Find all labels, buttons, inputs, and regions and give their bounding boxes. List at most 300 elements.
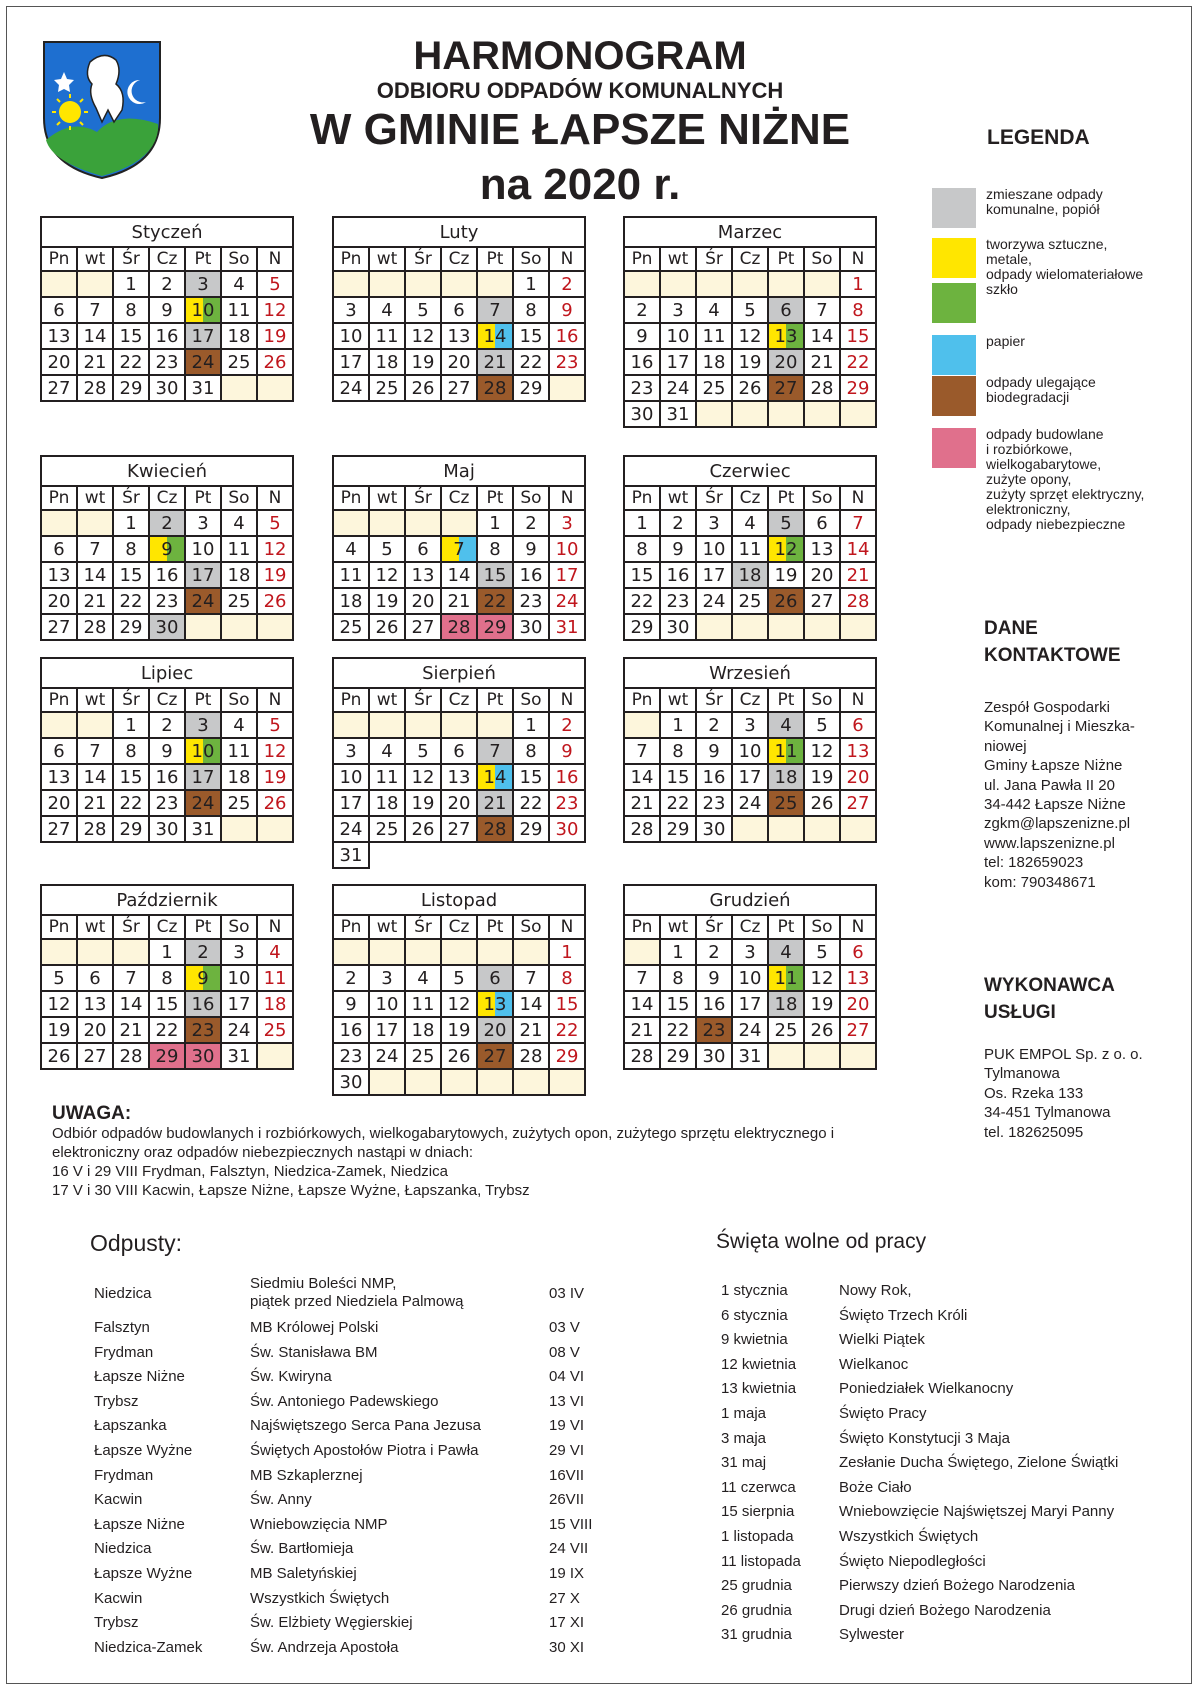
day-cell: 13: [77, 991, 113, 1017]
day-cell: 1: [624, 510, 660, 536]
day-cell: 30: [660, 614, 696, 640]
day-cell: 19: [804, 991, 840, 1017]
holiday-name: Zesłanie Ducha Świętego, Zielone Świątki: [839, 1454, 1119, 1472]
collection-day-cell: 28: [477, 816, 513, 842]
weekday-label: N: [257, 247, 293, 271]
month-name: Styczeń: [41, 217, 293, 247]
holiday-date: 1 stycznia: [721, 1282, 788, 1299]
collection-day-cell: 26: [768, 588, 804, 614]
day-cell: 20: [405, 588, 441, 614]
day-cell: 10: [333, 764, 369, 790]
day-cell: 20: [441, 349, 477, 375]
week-row: [333, 712, 585, 738]
collection-day-cell: 3: [185, 271, 221, 297]
empty-day-cell: [696, 614, 732, 640]
day-cell: 22: [149, 1017, 185, 1043]
day-cell: 8: [477, 536, 513, 562]
week-row: [333, 510, 585, 536]
empty-day-cell: [513, 939, 549, 965]
holiday-name: Święto Niepodległości: [839, 1552, 986, 1570]
day-cell: 23: [149, 349, 185, 375]
month-name: Luty: [333, 217, 585, 247]
odpust-place: Frydman: [94, 1343, 154, 1361]
weekday-label: Śr: [405, 486, 441, 510]
month-calendar: [623, 216, 877, 428]
weekday-label: wt: [77, 915, 113, 939]
day-cell: 12: [804, 965, 840, 991]
weekday-label: Cz: [149, 247, 185, 271]
empty-day-cell: [333, 271, 369, 297]
odpust-date: 08 V: [549, 1343, 580, 1361]
day-cell: 16: [513, 562, 549, 588]
weekday-label: Pt: [477, 915, 513, 939]
day-cell: 26: [257, 790, 293, 816]
odpust-saint: Św. Stanisława BM: [250, 1343, 378, 1361]
weekday-header-row: [41, 486, 293, 510]
collection-day-cell: 15: [477, 562, 513, 588]
empty-day-cell: [513, 1069, 549, 1095]
collection-day-cell: 7: [477, 738, 513, 764]
day-cell: 14: [77, 323, 113, 349]
weekday-label: N: [549, 486, 585, 510]
weekday-label: Pn: [333, 688, 369, 712]
weekday-label: Cz: [149, 486, 185, 510]
day-cell: 17: [221, 991, 257, 1017]
day-cell: 30: [149, 375, 185, 401]
odpust-saint: Wniebowzięcia NMP: [250, 1515, 388, 1533]
week-row: [333, 965, 585, 991]
collection-day-cell: 6: [477, 965, 513, 991]
weekday-label: wt: [660, 247, 696, 271]
day-cell: 14: [840, 536, 876, 562]
day-cell: 5: [257, 510, 293, 536]
weekday-label: Cz: [441, 915, 477, 939]
day-cell: 20: [441, 790, 477, 816]
day-cell: 29: [113, 614, 149, 640]
day-cell: 9: [149, 297, 185, 323]
day-cell: 15: [113, 764, 149, 790]
day-cell: 25: [405, 1043, 441, 1069]
day-cell: 28: [77, 816, 113, 842]
day-cell: 22: [660, 1017, 696, 1043]
day-cell: 20: [41, 588, 77, 614]
empty-day-cell: [41, 271, 77, 297]
day-cell: 13: [441, 323, 477, 349]
day-cell: 19: [441, 1017, 477, 1043]
day-cell: 12: [257, 738, 293, 764]
weekday-label: N: [840, 915, 876, 939]
odpust-place: Łapsze Niżne: [94, 1515, 185, 1533]
empty-day-cell: [732, 816, 768, 842]
day-cell: 28: [804, 375, 840, 401]
day-cell: 6: [41, 536, 77, 562]
week-row: [333, 1069, 585, 1095]
collection-day-cell: 24: [185, 790, 221, 816]
odpust-date: 26VII: [549, 1491, 585, 1509]
collection-day-cell: 27: [768, 375, 804, 401]
collection-day-cell: 20: [477, 1017, 513, 1043]
collection-day-cell: 2: [149, 510, 185, 536]
day-cell: 26: [441, 1043, 477, 1069]
weekday-header-row: [333, 247, 585, 271]
odpust-date: 27 X: [549, 1589, 580, 1607]
week-row: [624, 271, 876, 297]
weekday-label: Śr: [113, 688, 149, 712]
day-cell: 5: [257, 271, 293, 297]
month-name: Wrzesień: [624, 658, 876, 688]
empty-day-cell: [477, 1069, 513, 1095]
day-cell: 3: [732, 712, 768, 738]
week-row: [333, 842, 585, 868]
day-cell: 22: [513, 790, 549, 816]
week-row: [333, 349, 585, 375]
day-cell: 9: [624, 323, 660, 349]
legend-swatch: [932, 335, 976, 375]
week-row: [624, 588, 876, 614]
weekday-label: Pn: [333, 247, 369, 271]
collection-day-cell: 10: [185, 297, 221, 323]
holiday-name: Święto Konstytucji 3 Maja: [839, 1429, 1010, 1447]
week-row: [624, 816, 876, 842]
day-cell: 9: [549, 738, 585, 764]
weekday-label: Cz: [441, 688, 477, 712]
week-row: [624, 349, 876, 375]
empty-day-cell: [333, 510, 369, 536]
week-row: [333, 764, 585, 790]
empty-day-cell: [77, 271, 113, 297]
weekday-label: Śr: [405, 688, 441, 712]
empty-day-cell: [804, 271, 840, 297]
day-cell: 29: [549, 1043, 585, 1069]
day-cell: 10: [660, 323, 696, 349]
week-row: [41, 349, 293, 375]
day-cell: 2: [549, 712, 585, 738]
collection-day-cell: 14: [477, 323, 513, 349]
day-cell: 15: [549, 991, 585, 1017]
month-calendar: [40, 455, 294, 641]
day-cell: 10: [732, 965, 768, 991]
week-row: [333, 375, 585, 401]
week-row: [333, 614, 585, 640]
day-cell: 5: [257, 712, 293, 738]
day-cell: 1: [549, 939, 585, 965]
week-row: [41, 764, 293, 790]
week-row: [333, 323, 585, 349]
day-cell: 9: [660, 536, 696, 562]
odpust-date: 19 VI: [549, 1417, 585, 1435]
week-row: [624, 738, 876, 764]
day-cell: 22: [113, 790, 149, 816]
empty-day-cell: [257, 816, 293, 842]
empty-day-cell: [369, 271, 405, 297]
odpust-saint: MB Szkaplerznej: [250, 1466, 363, 1484]
day-cell: 9: [333, 991, 369, 1017]
weekday-label: Pn: [333, 486, 369, 510]
day-cell: 20: [840, 991, 876, 1017]
empty-day-cell: [77, 712, 113, 738]
day-cell: 1: [113, 712, 149, 738]
weekday-label: wt: [660, 688, 696, 712]
day-cell: 26: [369, 614, 405, 640]
collection-day-cell: 13: [477, 991, 513, 1017]
day-cell: 13: [804, 536, 840, 562]
empty-day-cell: [221, 375, 257, 401]
notice-text: Odbiór odpadów budowlanych i rozbiórkowych, wielkogabarytowych, zużytych opon, zużytego sprzętu elektrycznego i elektroniczny oraz odpadów niebezpiecznych nastąpi w dniach: 16 V i 29 VIII Frydman, Falsztyn, Niedzica-Zamek, Niedzica 17 V i 30 VIII Kacwin, Łapsze Niżne, Łapsze Wyżne, Łapszanka, Trybsz: [52, 1125, 835, 1199]
empty-day-cell: [221, 614, 257, 640]
empty-day-cell: [549, 375, 585, 401]
month-calendar: [623, 455, 877, 641]
day-cell: 23: [660, 588, 696, 614]
day-cell: 22: [624, 588, 660, 614]
day-cell: 11: [732, 536, 768, 562]
week-row: [41, 939, 293, 965]
month-name: Marzec: [624, 217, 876, 247]
odpusty-title: Odpusty:: [90, 1230, 183, 1256]
collection-day-cell: 17: [185, 323, 221, 349]
day-cell: 27: [804, 588, 840, 614]
day-cell: 30: [696, 816, 732, 842]
week-row: [41, 588, 293, 614]
day-cell: 17: [732, 991, 768, 1017]
empty-day-cell: [41, 712, 77, 738]
collection-day-cell: 11: [768, 738, 804, 764]
week-row: [624, 1043, 876, 1069]
day-cell: 11: [369, 323, 405, 349]
weekday-label: Śr: [696, 915, 732, 939]
week-row: [333, 588, 585, 614]
weekday-label: Pn: [41, 247, 77, 271]
weekday-label: Pn: [624, 247, 660, 271]
day-cell: 27: [441, 375, 477, 401]
day-cell: 31: [660, 401, 696, 427]
weekday-header-row: [41, 247, 293, 271]
day-cell: 5: [405, 297, 441, 323]
week-row: [333, 297, 585, 323]
day-cell: 10: [333, 323, 369, 349]
day-cell: 30: [696, 1043, 732, 1069]
week-row: [333, 738, 585, 764]
weekday-label: Pt: [768, 247, 804, 271]
weekday-label: So: [221, 688, 257, 712]
empty-day-cell: [441, 271, 477, 297]
day-cell: 30: [624, 401, 660, 427]
holiday-name: Poniedziałek Wielkanocny: [839, 1380, 1014, 1398]
empty-day-cell: [369, 939, 405, 965]
day-cell: 4: [696, 297, 732, 323]
week-row: [624, 939, 876, 965]
day-cell: 23: [624, 375, 660, 401]
day-cell: 25: [732, 588, 768, 614]
weekday-label: N: [840, 486, 876, 510]
day-cell: 10: [549, 536, 585, 562]
holiday-date: 11 listopada: [721, 1552, 801, 1570]
day-cell: 1: [477, 510, 513, 536]
day-cell: 23: [149, 588, 185, 614]
day-cell: 28: [513, 1043, 549, 1069]
odpust-saint: Św. Andrzeja Apostoła: [250, 1638, 399, 1656]
odpust-saint: Św. Anny: [250, 1491, 312, 1509]
collection-day-cell: 11: [768, 965, 804, 991]
day-cell: 21: [624, 1017, 660, 1043]
day-cell: 31: [732, 1043, 768, 1069]
day-cell: 24: [660, 375, 696, 401]
day-cell: 14: [77, 562, 113, 588]
day-cell: 28: [840, 588, 876, 614]
empty-day-cell: [441, 712, 477, 738]
day-cell: 8: [624, 536, 660, 562]
day-cell: 5: [441, 965, 477, 991]
day-cell: 27: [41, 816, 77, 842]
month-calendar: [40, 657, 294, 843]
weekday-label: wt: [369, 247, 405, 271]
weekday-label: Pn: [624, 486, 660, 510]
day-cell: 23: [696, 790, 732, 816]
day-cell: 1: [660, 712, 696, 738]
empty-day-cell: [405, 712, 441, 738]
holiday-name: Nowy Rok,: [839, 1282, 912, 1299]
legend-swatch: [932, 428, 976, 468]
weekday-header-row: [333, 486, 585, 510]
empty-day-cell: [624, 271, 660, 297]
holiday-name: Wielki Piątek: [839, 1331, 925, 1349]
holiday-name: Boże Ciało: [839, 1478, 912, 1496]
week-row: [624, 614, 876, 640]
day-cell: 5: [732, 297, 768, 323]
day-cell: 8: [149, 965, 185, 991]
day-cell: 20: [77, 1017, 113, 1043]
section-text: Zespół Gospodarki Komunalnej i Mieszka- niowej Gminy Łapsze Niżne ul. Jana Pawła II 20 34-442 Łapsze Niżne zgkm@lapszenizne.pl www.lapszenizne.pl tel: 182659023 kom: 790348671: [984, 699, 1135, 891]
empty-day-cell: [624, 712, 660, 738]
weekday-label: Pt: [185, 247, 221, 271]
day-cell: 3: [333, 297, 369, 323]
collection-day-cell: 28: [441, 614, 477, 640]
day-cell: 31: [185, 375, 221, 401]
day-cell: 21: [840, 562, 876, 588]
odpust-saint: Wszystkich Świętych: [250, 1589, 390, 1607]
day-cell: 22: [660, 790, 696, 816]
weekday-label: Cz: [732, 486, 768, 510]
day-cell: 11: [369, 764, 405, 790]
odpust-saint: MB Saletyńskiej: [250, 1565, 357, 1582]
day-cell: 17: [660, 349, 696, 375]
day-cell: 27: [840, 790, 876, 816]
holiday-date: 1 listopada: [721, 1528, 794, 1545]
empty-day-cell: [768, 401, 804, 427]
day-cell: 29: [660, 1043, 696, 1069]
odpust-place: Łapsze Wyżne: [94, 1442, 193, 1459]
weekday-label: So: [804, 247, 840, 271]
day-cell: 25: [369, 816, 405, 842]
day-cell: 11: [333, 562, 369, 588]
holiday-name: Święto Pracy: [839, 1405, 927, 1422]
empty-day-cell: [221, 816, 257, 842]
day-cell: 8: [660, 738, 696, 764]
weekday-label: Cz: [732, 247, 768, 271]
day-cell: 24: [333, 375, 369, 401]
collection-day-cell: 9: [185, 965, 221, 991]
day-cell: 26: [257, 588, 293, 614]
odpust-place: Kacwin: [94, 1589, 143, 1607]
week-row: [624, 323, 876, 349]
day-cell: 11: [221, 738, 257, 764]
weekday-label: Śr: [696, 688, 732, 712]
day-cell: 16: [696, 764, 732, 790]
day-cell: 28: [77, 375, 113, 401]
month-calendar: [40, 216, 294, 402]
day-cell: 24: [732, 790, 768, 816]
section-title: WYKONAWCA USŁUGI: [984, 975, 1115, 1023]
odpust-date: 24 VII: [549, 1540, 589, 1558]
day-cell: 3: [549, 510, 585, 536]
collection-day-cell: 16: [185, 991, 221, 1017]
day-cell: 31: [185, 816, 221, 842]
day-cell: 29: [660, 816, 696, 842]
day-cell: 8: [549, 965, 585, 991]
empty-day-cell: [840, 401, 876, 427]
empty-day-cell: [768, 1043, 804, 1069]
day-cell: 21: [113, 1017, 149, 1043]
day-cell: 2: [696, 939, 732, 965]
day-cell: 28: [624, 1043, 660, 1069]
day-cell: 19: [804, 764, 840, 790]
holiday-name: Święto Trzech Króli: [839, 1306, 968, 1324]
day-cell: 12: [804, 738, 840, 764]
day-cell: 16: [549, 323, 585, 349]
day-cell: 28: [624, 816, 660, 842]
week-row: [41, 738, 293, 764]
day-cell: 25: [221, 790, 257, 816]
weekday-label: N: [840, 688, 876, 712]
collection-day-cell: 27: [477, 1043, 513, 1069]
odpust-place: Kacwin: [94, 1491, 143, 1509]
month-calendar: [332, 216, 586, 402]
day-cell: 9: [149, 738, 185, 764]
weekday-label: Pn: [41, 688, 77, 712]
week-row: [333, 271, 585, 297]
day-cell: 16: [549, 764, 585, 790]
day-cell: 29: [113, 816, 149, 842]
week-row: [333, 816, 585, 842]
holiday-name: Pierwszy dzień Bożego Narodzenia: [839, 1577, 1075, 1595]
collection-day-cell: 21: [477, 790, 513, 816]
month-calendar: [332, 455, 586, 641]
day-cell: 2: [149, 271, 185, 297]
day-cell: 11: [221, 297, 257, 323]
week-row: [333, 790, 585, 816]
holiday-date: 12 kwietnia: [721, 1355, 797, 1373]
collection-day-cell: 29: [477, 614, 513, 640]
empty-day-cell: [441, 939, 477, 965]
day-cell: 8: [513, 297, 549, 323]
day-cell: 4: [369, 297, 405, 323]
week-row: [41, 965, 293, 991]
coat-of-arms-logo: [42, 40, 162, 180]
legend-label: odpady budowlane i rozbiórkowe, wielkogabarytowe, zużyte opony, zużyty sprzęt elektryczny, elektroniczny, odpady niebezpieczne: [986, 426, 1145, 532]
day-cell: 24: [369, 1043, 405, 1069]
day-cell: 9: [696, 738, 732, 764]
empty-day-cell: [768, 614, 804, 640]
empty-day-cell: [804, 816, 840, 842]
odpust-date: 15 VIII: [549, 1515, 593, 1533]
weekday-label: wt: [660, 915, 696, 939]
odpust-date: 17 XI: [549, 1614, 585, 1632]
day-cell: 5: [41, 965, 77, 991]
holiday-date: 26 grudnia: [721, 1601, 792, 1619]
day-cell: 13: [840, 738, 876, 764]
odpust-place: Łapsze Wyżne: [94, 1565, 193, 1582]
odpust-saint: Św. Bartłomieja: [250, 1540, 354, 1558]
month-name: Czerwiec: [624, 456, 876, 486]
